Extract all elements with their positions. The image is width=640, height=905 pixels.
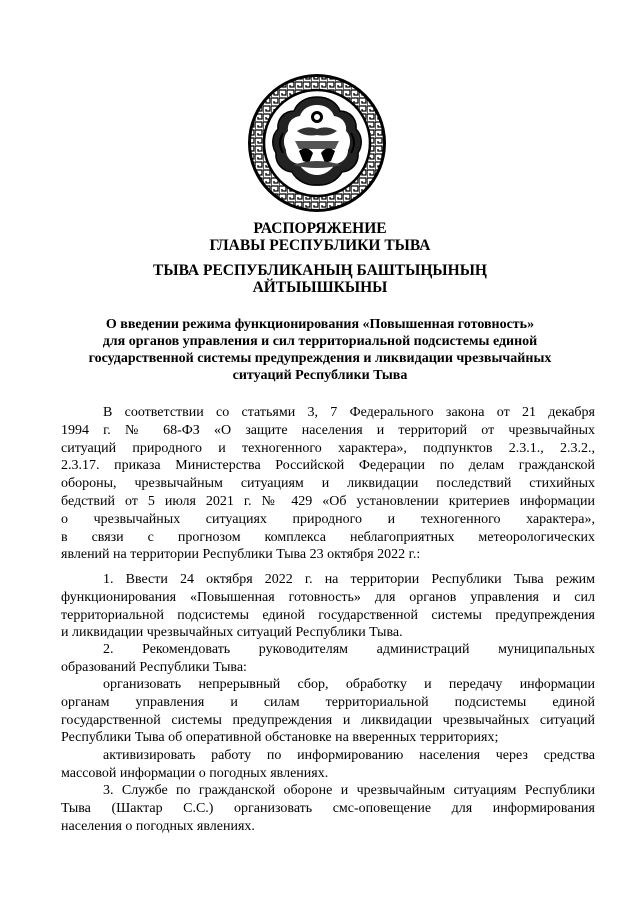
preamble-line: 1994 г. № 68-ФЗ «О защите населения и территорий от чрезвычайных [61, 422, 595, 438]
item-2b-line: активизировать работу по информированию населения через средства [103, 748, 595, 763]
item-1-paragraph [61, 571, 595, 642]
item-1-line: и ликвидации чрезвычайных ситуаций Республики Тыва. [61, 625, 403, 641]
subject-line: государственной системы предупреждения и ликвидации чрезвычайных [88, 351, 552, 366]
item-2-line: 2. Рекомендовать руководителям администраций муниципальных [103, 642, 595, 657]
item-2-line: образований Республики Тыва: [61, 659, 247, 675]
item-2-paragraph [61, 641, 595, 677]
item-3-line: населения о погодных явлениях. [61, 818, 255, 834]
preamble-line: обороны, чрезвычайным ситуациям и ликвидации последствий стихийных [61, 476, 595, 492]
preamble-line: в связи с прогнозом комплекса неблагоприятных метеорологических [61, 529, 595, 545]
item-2a-line: Республики Тыва об оперативной обстановке на вверенных территориях; [61, 730, 499, 746]
document-title [40, 220, 600, 254]
preamble-line: ситуаций природного и техногенного характера», подпунктов 2.3.1., 2.3.2., [61, 440, 595, 456]
item-2b-line: массовой информации о погодных явлениях. [61, 765, 329, 781]
preamble-line: о чрезвычайных ситуациях природного и техногенного характера», [61, 511, 595, 527]
title-tyvan-line-2: АЙТЫЫШКЫНЫ [252, 279, 388, 296]
item-2a-line: организовать непрерывный сбор, обработку и передачу информации [103, 677, 595, 692]
subject-line: для органов управления и сил территориальной подсистемы единой [102, 334, 538, 349]
item-1-line: 1. Ввести 24 октября 2022 г. на территории Республики Тыва режим [103, 572, 595, 587]
title-line-1: РАСПОРЯЖЕНИЕ [253, 220, 387, 237]
item-3-paragraph [61, 782, 595, 835]
preamble-line: бедствий от 5 июля 2021 г. № 429 «Об установлении критериев информации [61, 493, 595, 509]
item-2b-paragraph [61, 747, 595, 783]
item-2a-line: государственной системы предупреждения и ликвидации чрезвычайных ситуаций [61, 712, 595, 728]
document-title-tyvan [40, 262, 600, 296]
subject-line: ситуаций Республики Тыва [232, 368, 408, 383]
item-3-line: Тыва (Шактар С.С.) организовать смс-оповещение для информирования [61, 800, 595, 816]
preamble-line: явлений на территории Республики Тыва 23 октября 2022 г.: [61, 547, 421, 563]
preamble-line: В соответствии со статьями 3, 7 Федерального закона от 21 декабря [103, 405, 595, 420]
item-2a-line: органам управления и силам территориальной подсистемы единой [61, 694, 595, 710]
item-1-line: функционирования «Повышенная готовность» для органов управления и сил [61, 589, 595, 605]
item-3-line: 3. Службе по гражданской обороне и чрезвычайным ситуациям Республики [103, 783, 595, 798]
title-line-2: ГЛАВЫ РЕСПУБЛИКИ ТЫВА [209, 237, 431, 254]
document-subject [60, 316, 580, 384]
preamble-paragraph [61, 404, 595, 564]
preamble-line: 2.3.17. приказа Министерства Российской Федерации по делам гражданской [61, 458, 595, 474]
item-2a-paragraph [61, 676, 595, 747]
republic-emblem [247, 73, 387, 213]
item-1-line: территориальной подсистемы единой государственной системы предупреждения [61, 607, 595, 623]
subject-line: О введении режима функционирования «Повышенная готовность» [105, 317, 535, 332]
title-tyvan-line-1: ТЫВА РЕСПУБЛИКАНЫҢ БАШТЫҢЫНЫҢ [153, 262, 487, 279]
